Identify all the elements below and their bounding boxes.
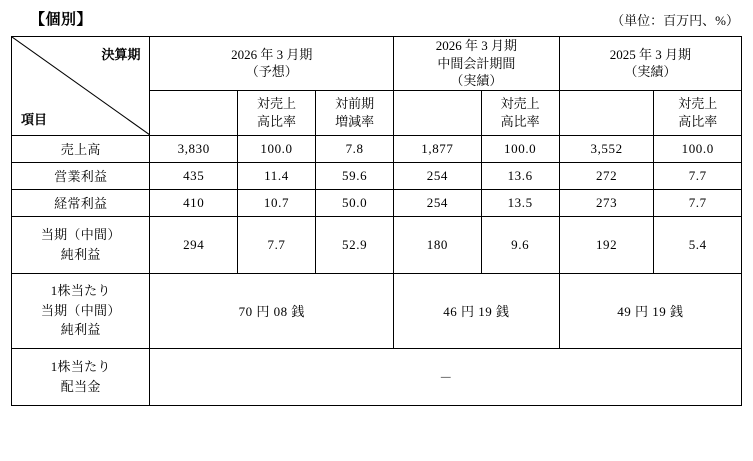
cell-eps-interim: 46 円 19 銭 bbox=[394, 273, 560, 348]
cell-net-income-2025-amount: 192 bbox=[559, 216, 654, 273]
column-group-interim-2026-subheader-ratio-line2: 高比率 bbox=[500, 113, 540, 129]
column-group-interim-2026-line1: 2026 年 3 月期 bbox=[435, 38, 518, 53]
column-group-actual-2025-line2: （実績） bbox=[624, 64, 677, 80]
cell-operating-income-2025-amount: 272 bbox=[559, 162, 654, 189]
subheader-forecast-yoy bbox=[316, 90, 394, 135]
cell-operating-income-forecast-ratio: 11.4 bbox=[237, 162, 315, 189]
table-row bbox=[12, 273, 742, 348]
row-label-eps-line2: 当期（中間） bbox=[40, 302, 121, 318]
header-item-label: 項目 bbox=[21, 111, 48, 127]
subheader-forecast-yoy-line2: 増減率 bbox=[335, 113, 375, 129]
document-header bbox=[0, 8, 753, 34]
cell-net-income-forecast-ratio: 7.7 bbox=[237, 216, 315, 273]
financial-summary-table bbox=[11, 36, 742, 406]
cell-ordinary-income-interim-ratio: 13.5 bbox=[481, 189, 559, 216]
cell-net-sales-forecast-ratio: 100.0 bbox=[237, 135, 315, 162]
cell-net-sales-forecast-yoy: 7.8 bbox=[316, 135, 394, 162]
column-group-interim-2026 bbox=[394, 37, 560, 91]
column-group-interim-2026-line2: 中間会計期間 bbox=[437, 55, 516, 71]
cell-operating-income-interim-ratio: 13.6 bbox=[481, 162, 559, 189]
cell-net-sales-forecast-amount: 3,830 bbox=[150, 135, 237, 162]
cell-net-income-2025-ratio: 5.4 bbox=[654, 216, 742, 273]
row-label-net-income-line1: 当期（中間） bbox=[40, 227, 121, 243]
column-group-forecast-2026 bbox=[150, 37, 394, 91]
row-label-eps-line3: 純利益 bbox=[60, 322, 101, 338]
column-group-interim-2026-subheader-ratio-line1: 対売上 bbox=[500, 96, 540, 112]
cell-eps-2025: 49 円 19 銭 bbox=[559, 273, 741, 348]
row-label-dividend-line2: 配当金 bbox=[60, 378, 101, 394]
column-group-actual-2025-subheader-ratio bbox=[654, 90, 742, 135]
row-label-dividend bbox=[12, 348, 150, 405]
row-label-eps-line1: 1株当たり bbox=[50, 283, 111, 299]
row-label-net-sales: 売上高 bbox=[12, 135, 150, 162]
row-label-net-income bbox=[12, 216, 150, 273]
cell-ordinary-income-forecast-ratio: 10.7 bbox=[237, 189, 315, 216]
cell-net-income-forecast-yoy: 52.9 bbox=[316, 216, 394, 273]
row-label-ordinary-income: 経常利益 bbox=[12, 189, 150, 216]
table-row bbox=[12, 189, 742, 216]
subheader-forecast-ratio-line2: 高比率 bbox=[256, 113, 296, 129]
cell-net-income-interim-ratio: 9.6 bbox=[481, 216, 559, 273]
column-group-actual-2025-subheader-ratio-line1: 対売上 bbox=[678, 96, 718, 112]
table-row bbox=[12, 348, 742, 405]
cell-dividend-value: － bbox=[150, 348, 742, 405]
cell-eps-forecast: 70 円 08 銭 bbox=[150, 273, 394, 348]
column-group-actual-2025 bbox=[559, 37, 741, 91]
subheader-forecast-yoy-line1: 対前期 bbox=[335, 96, 375, 112]
column-group-actual-2025-subheader-ratio-line2: 高比率 bbox=[678, 113, 718, 129]
table-header-row-groups bbox=[12, 37, 742, 91]
column-group-interim-2026-line3: （実績） bbox=[450, 73, 503, 89]
cell-net-income-forecast-amount: 294 bbox=[150, 216, 237, 273]
unit-note: （単位：百万円、%） bbox=[611, 13, 739, 28]
cell-ordinary-income-2025-amount: 273 bbox=[559, 189, 654, 216]
row-label-operating-income: 営業利益 bbox=[12, 162, 150, 189]
cell-net-sales-interim-amount: 1,877 bbox=[394, 135, 481, 162]
column-group-interim-2026-subheader-ratio bbox=[481, 90, 559, 135]
corner-header-cell bbox=[12, 37, 150, 136]
page-title: 【個別】 bbox=[30, 12, 93, 28]
cell-ordinary-income-forecast-amount: 410 bbox=[150, 189, 237, 216]
header-period-label: 決算期 bbox=[101, 47, 141, 62]
subheader-forecast-ratio bbox=[237, 90, 315, 135]
row-label-net-income-line2: 純利益 bbox=[60, 246, 101, 262]
cell-ordinary-income-2025-ratio: 7.7 bbox=[654, 189, 742, 216]
table-row bbox=[12, 216, 742, 273]
table-row bbox=[12, 162, 742, 189]
row-label-dividend-line1: 1株当たり bbox=[50, 359, 111, 375]
column-group-interim-2026-subheader-amount bbox=[394, 90, 481, 135]
cell-operating-income-2025-ratio: 7.7 bbox=[654, 162, 742, 189]
cell-net-income-interim-amount: 180 bbox=[394, 216, 481, 273]
cell-ordinary-income-interim-amount: 254 bbox=[394, 189, 481, 216]
cell-net-sales-2025-ratio: 100.0 bbox=[654, 135, 742, 162]
subheader-forecast-amount bbox=[150, 90, 237, 135]
column-group-actual-2025-line1: 2025 年 3 月期 bbox=[609, 46, 691, 62]
cell-net-sales-2025-amount: 3,552 bbox=[559, 135, 654, 162]
column-group-forecast-2026-line1: 2026 年 3 月期 bbox=[231, 46, 313, 62]
column-group-forecast-2026-line2: （予想） bbox=[245, 64, 298, 80]
table-row bbox=[12, 135, 742, 162]
column-group-actual-2025-subheader-amount bbox=[559, 90, 654, 135]
cell-ordinary-income-forecast-yoy: 50.0 bbox=[316, 189, 394, 216]
subheader-forecast-ratio-line1: 対売上 bbox=[256, 96, 296, 112]
cell-operating-income-forecast-amount: 435 bbox=[150, 162, 237, 189]
cell-operating-income-interim-amount: 254 bbox=[394, 162, 481, 189]
cell-operating-income-forecast-yoy: 59.6 bbox=[316, 162, 394, 189]
row-label-eps bbox=[12, 273, 150, 348]
cell-net-sales-interim-ratio: 100.0 bbox=[481, 135, 559, 162]
